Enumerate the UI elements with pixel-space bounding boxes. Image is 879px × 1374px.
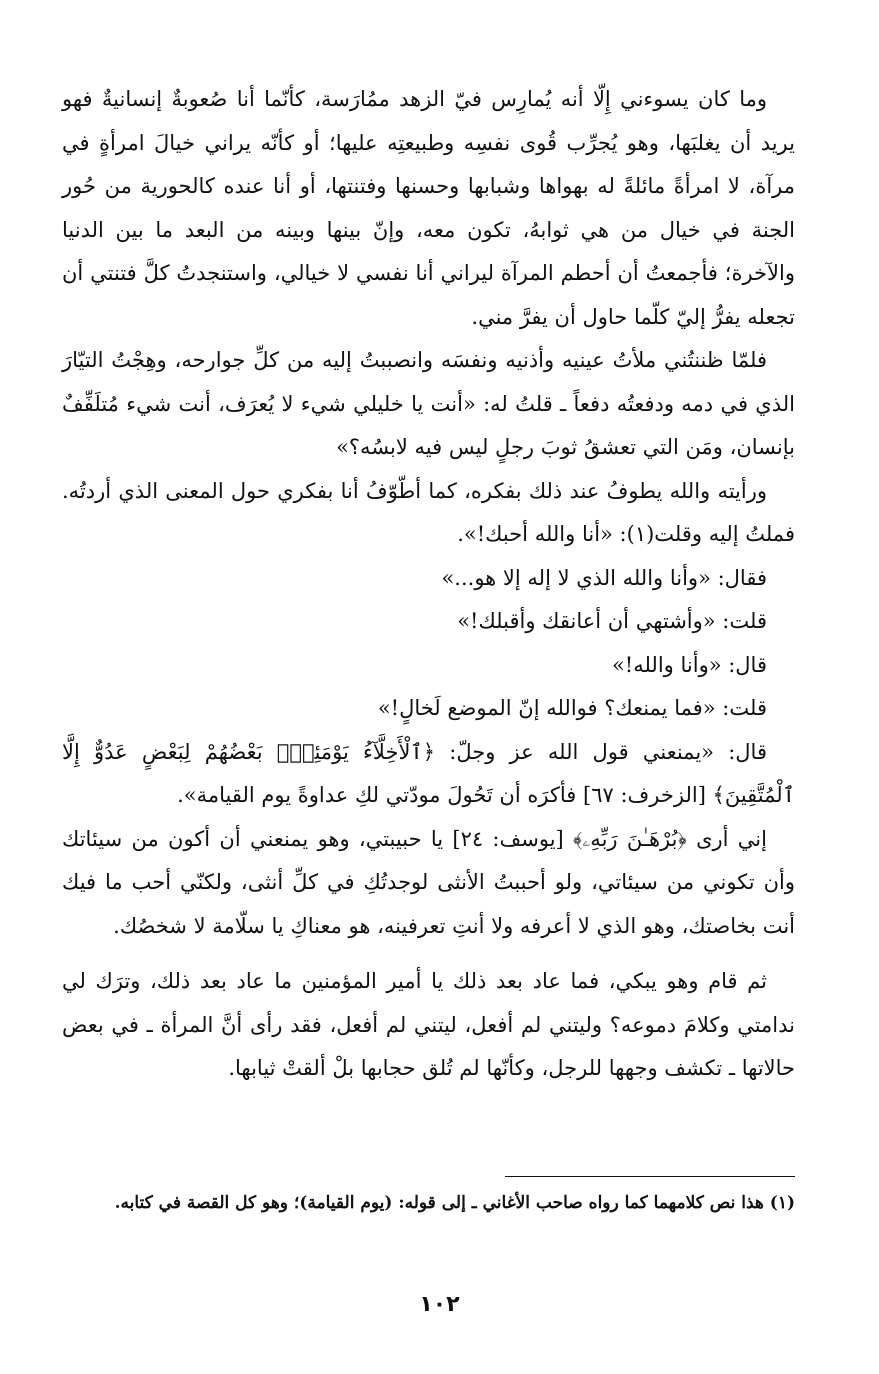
paragraph-5: ثم قام وهو يبكي، فما عاد بعد ذلك يا أمير المؤمنين ما عاد بعد ذلك، وترَك لي ندامتي وكلامَ دموعه؟ وليتني لم أفعل، ليتني لم أفعل، فقد رأى أنَّ المرأة ـ في بعض حالاتها ـ تكشف وجهها للرجل، وكأنّها لم تُلق حجابها بلْ ألقتْ ثيابها. [62, 969, 795, 1080]
paragraph-3: ورأيته والله يطوفُ عند ذلك بفكره، كما أطّوّفُ أنا بفكري حول المعنى الذي أردتُه. فملتُ إليه وقلت(١): «أنا والله أحبك!». [62, 478, 795, 546]
dialogue-line-3: قال: «وأنا والله!» [611, 652, 767, 677]
page-number: ١٠٢ [419, 1292, 460, 1317]
main-text [62, 78, 795, 1091]
paragraph-2: فلمّا ظننتُني ملأتُ عينيه وأذنيه ونفسَه وانصببتُ إليه من كلِّ جوارحه، وهِجْتُ التيّارَ الذي في دمه ودفعتُه دفعاً ـ قلتُ له: «أنت يا خليلي شيء لا يُعرَف، أنت شيء مُتلَفِّفٌ بإنسان، ومَن التي تعشقُ ثوبَ رجلٍ ليس فيه لابسُه؟» [62, 348, 795, 459]
dialogue-line-2: قلت: «وأشتهي أن أعانقك وأقبلك!» [457, 609, 767, 633]
dialogue-line-1: فقال: «وأنا والله الذي لا إله إلا هو...» [441, 565, 767, 590]
footnote-divider [505, 1176, 795, 1177]
dialogue-line-5: قال: «يمنعني قول الله عز وجلّ: ﴿ٱلْأَخِلَّآءُ يَوْمَئِذٍۭ بَعْضُهُمْ لِبَعْضٍ عَدُوٌّ إِلَّا ٱلْمُتَّقِينَ﴾ [الزخرف: ٦٧] فأكرَه أن تَحُولَ مودّتي لكِ عداوةً يوم القيامة». [62, 739, 795, 807]
paragraph-4: إني أرى ﴿بُرْهَـٰنَ رَبِّهِۦ﴾ [يوسف: ٢٤] يا حبيبتي، وهو يمنعني أن أكون من سيئاتك وأن تكوني من سيئاتي، ولو أحببتُ الأنثى لوجدتُكِ في كلِّ أنثى، ولكنّي أحب ما فيك أنت بخاصتك، وهو الذي لا أعرفه ولا أنتِ تعرفينه، هو معناكِ يا سلّامة لا شخصُك. [62, 826, 795, 938]
paragraph-1: وما كان يسوءني إِلّا أنه يُمارِس فيّ الزهد ممُارَسة، كأنّما أنا صُعوبةٌ إنسانيةٌ فهو يريد أن يغلبَها، وهو يُجرِّب قُوى نفسِه وطبيعتِه عليها؛ أو كأنّه يراني خيالَ امرأةٍ في مرآة، لا امرأةً مائلةً له بهواها وشبابها وحسنها وفتنتها، أو أنا عنده كالحورية من حُور الجنة في خيال من هي ثوابهُ، تكون معه، وإنّ بينها وبينه من البعد ما بين الدنيا والآخرة؛ فأجمعتُ أن أحطم المرآة ليراني أنا نفسي لا خيالي، واستنجدتُ كلَّ فتنتي أن تجعله يفرُّ إليّ كلّما حاول أن يفرَّ مني. [62, 87, 795, 329]
paragraph-gap [62, 948, 795, 960]
dialogue-line-4: قلت: «فما يمنعك؟ فوالله إنّ الموضع لَخالٍ!» [377, 696, 767, 720]
footnote: (١) هذا نص كلامهما كما رواه صاحب الأغاني ـ إلى قوله: (يوم القيامة)؛ وهو كل القصة في كتابه. [114, 1193, 795, 1213]
